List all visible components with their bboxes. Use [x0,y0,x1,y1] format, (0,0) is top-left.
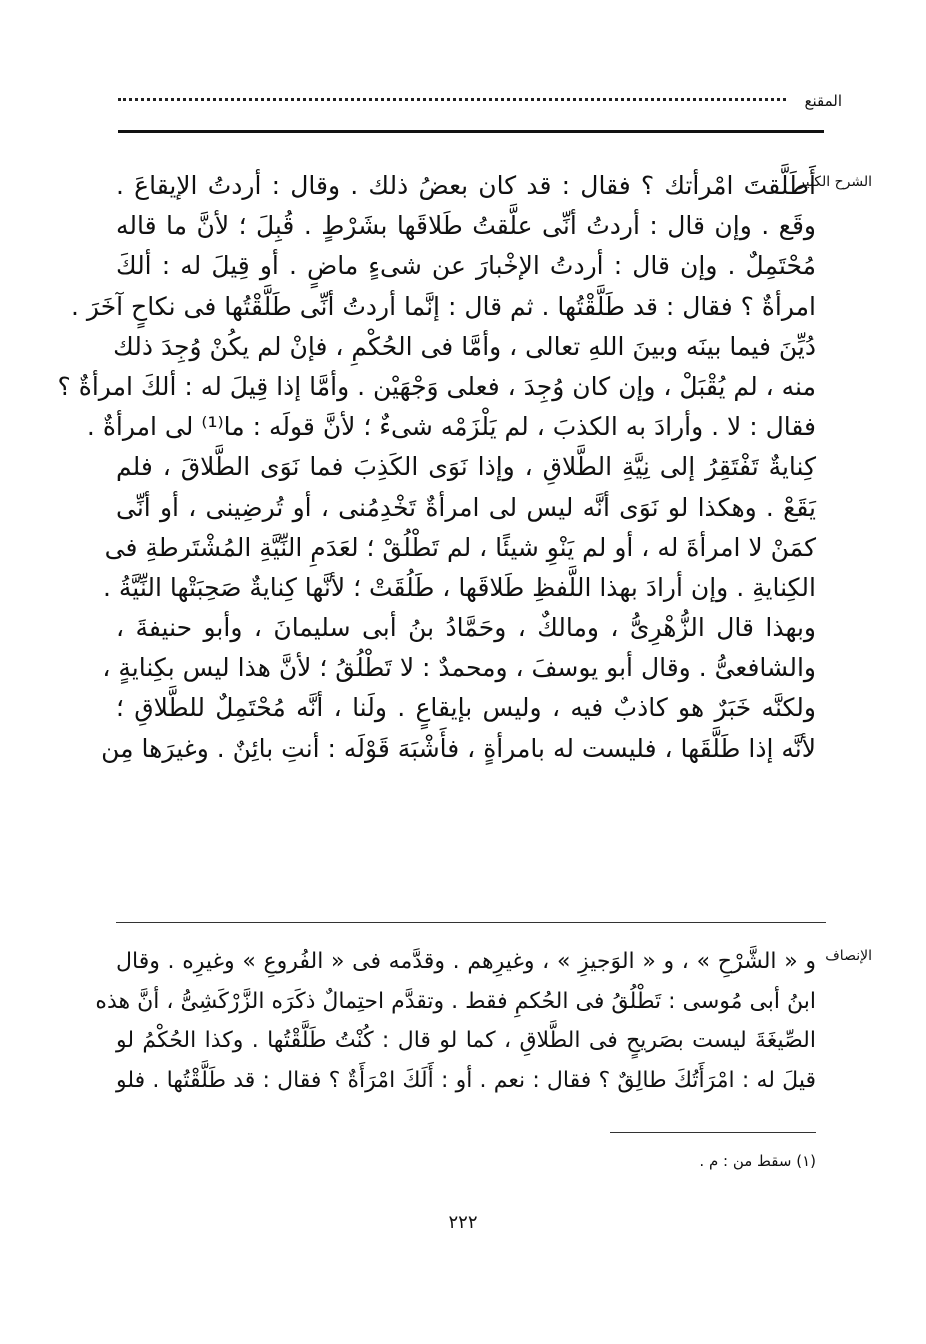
main-text-line: امرأةٌ ؟ فقال : قد طَلَّقْتُها . ثم قال : إنَّما أردتُ أنِّى طَلَّقْتُها فى نكاحٍ آخَرَ . [71,291,816,321]
main-text-line: لأنَّه إذا طَلَّقَها ، فليست له بامرأةٍ ، فأَشْبَهَ قَوْلَه : أنتِ بائِنٌ . وغيرَها مِن [101,733,816,763]
insaf-text-line: ابنُ أبى مُوسى : تَطْلُقُ فى الحُكمِ فقط . وتقدَّم احتِمالٌ ذكَرَه الزَّرْكَشِىُّ ، أنَّ هذه [95,988,816,1014]
section-label-sharh: الشرح الكبير [798,174,872,190]
footnote-rule [610,1132,816,1133]
main-text-line: منه ، لم يُقْبَلْ ، وإن كان وُجِدَ ، فعلى وَجْهَيْن . وأمَّا إذا قِيلَ له : ألكَ امرأةٌ ؟ [57,371,816,401]
insaf-text-line: الصِّيغَةَ ليست بصَريحٍ فى الطَّلاقِ ، كما لو قال : كُنْتُ طَلَّقْتُها . وكذا الحُكْمُ لو [116,1028,816,1053]
main-text-line: يَقَعْ . وهكذا لو نَوَى أنَّه ليس لى امرأةٌ تَخْدِمُنى ، أو تُرضِينى ، أو أنِّى [116,492,816,522]
main-text-line: الكِنايةِ . وإن أرادَ بهذا اللَّفظِ طَلاقَها ، طَلُقَتْ ؛ لأنَّها كِنايةٌ صَحِبَتْها النِّيَّةُ . [102,572,816,602]
main-text-line: دُيِّنَ فيما بينَه وبينَ اللهِ تعالى ، وأمَّا فى الحُكْمِ ، فإنْ لم يكُنْ وُجِدَ ذلك [113,331,816,361]
main-text-line: والشافعىُّ . وقال أبو يوسفَ ، ومحمدٌ : لا تَطْلُقُ ؛ لأنَّ هذا ليس بكِنايةٍ ، [102,653,816,683]
header-dotted-leader [118,98,786,101]
insaf-text-line: و « الشَّرْحِ » ، و « الوَجيزِ » ، وغيرِهم . وقدَّمه فى « الفُروعِ » وغيرِه . وقال [116,949,816,974]
header-rule [118,130,824,133]
insaf-text-block [95,942,816,1100]
main-text-line: فقال : لا . وأرادَ به الكذبَ ، لم يَلْزَمْه شىءٌ ؛ لأنَّ قولَه : ما⁽¹⁾ لى امرأةٌ . [86,412,816,442]
footnote: (١) سقط من : م . [699,1152,816,1170]
main-text-line: وقَع . وإن قال : أردتُ أنِّى علَّقتُ طَلاقَها بشَرْطٍ . قُبِلَ ؛ لأنَّ ما قاله [116,211,816,241]
page-number: ٢٢٢ [448,1212,478,1233]
main-text-block [57,166,816,769]
running-header-title: المقنع [804,92,842,110]
main-text-line: أَطَلَّقتَ امْرأتك ؟ فقال : قد كان بعضُ ذلك . وقال : أردتُ الإيقاعَ . [116,171,816,200]
main-text-line: ولكنَّه خَبَرٌ هو كاذبٌ فيه ، وليس بإيقاعٍ . ولَنا ، أنَّه مُحْتَمِلٌ للطَّلاقِ ؛ [116,693,816,723]
main-text-line: مُحْتَمِلٌ . وإن قال : أردتُ الإخْبارَ عن شىءٍ ماضٍ . أو قِيلَ له : ألكَ [116,251,816,281]
section-divider [116,922,826,923]
main-text-line: وبهذا قال الزُّهْرِىُّ ، ومالكٌ ، وحَمَّادُ بنُ أبى سليمانَ ، وأبو حنيفةَ ، [116,613,816,643]
insaf-text-line: قيلَ له : امْرَأَتُكَ طالِقٌ ؟ فقال : نعم . أو : أَلَكَ امْرَأَةٌ ؟ فقال : قد طَلَّقْتُها . فلو [116,1067,816,1093]
section-label-insaf: الإنصاف [825,948,872,964]
main-text-line: كمَنْ لا امرأةَ له ، أو لم يَنْوِ شيئًا ، لم تَطْلُقْ ؛ لعَدَمِ النِّيَّةِ المُشْتَرطةِ فى [104,532,816,562]
main-text-line: كِنايةٌ تَفْتَقِرُ إلى نِيَّةِ الطَّلاقِ ، وإذا نَوَى الكَذِبَ فما نَوَى الطَّلاقَ ، فلم [116,452,816,482]
